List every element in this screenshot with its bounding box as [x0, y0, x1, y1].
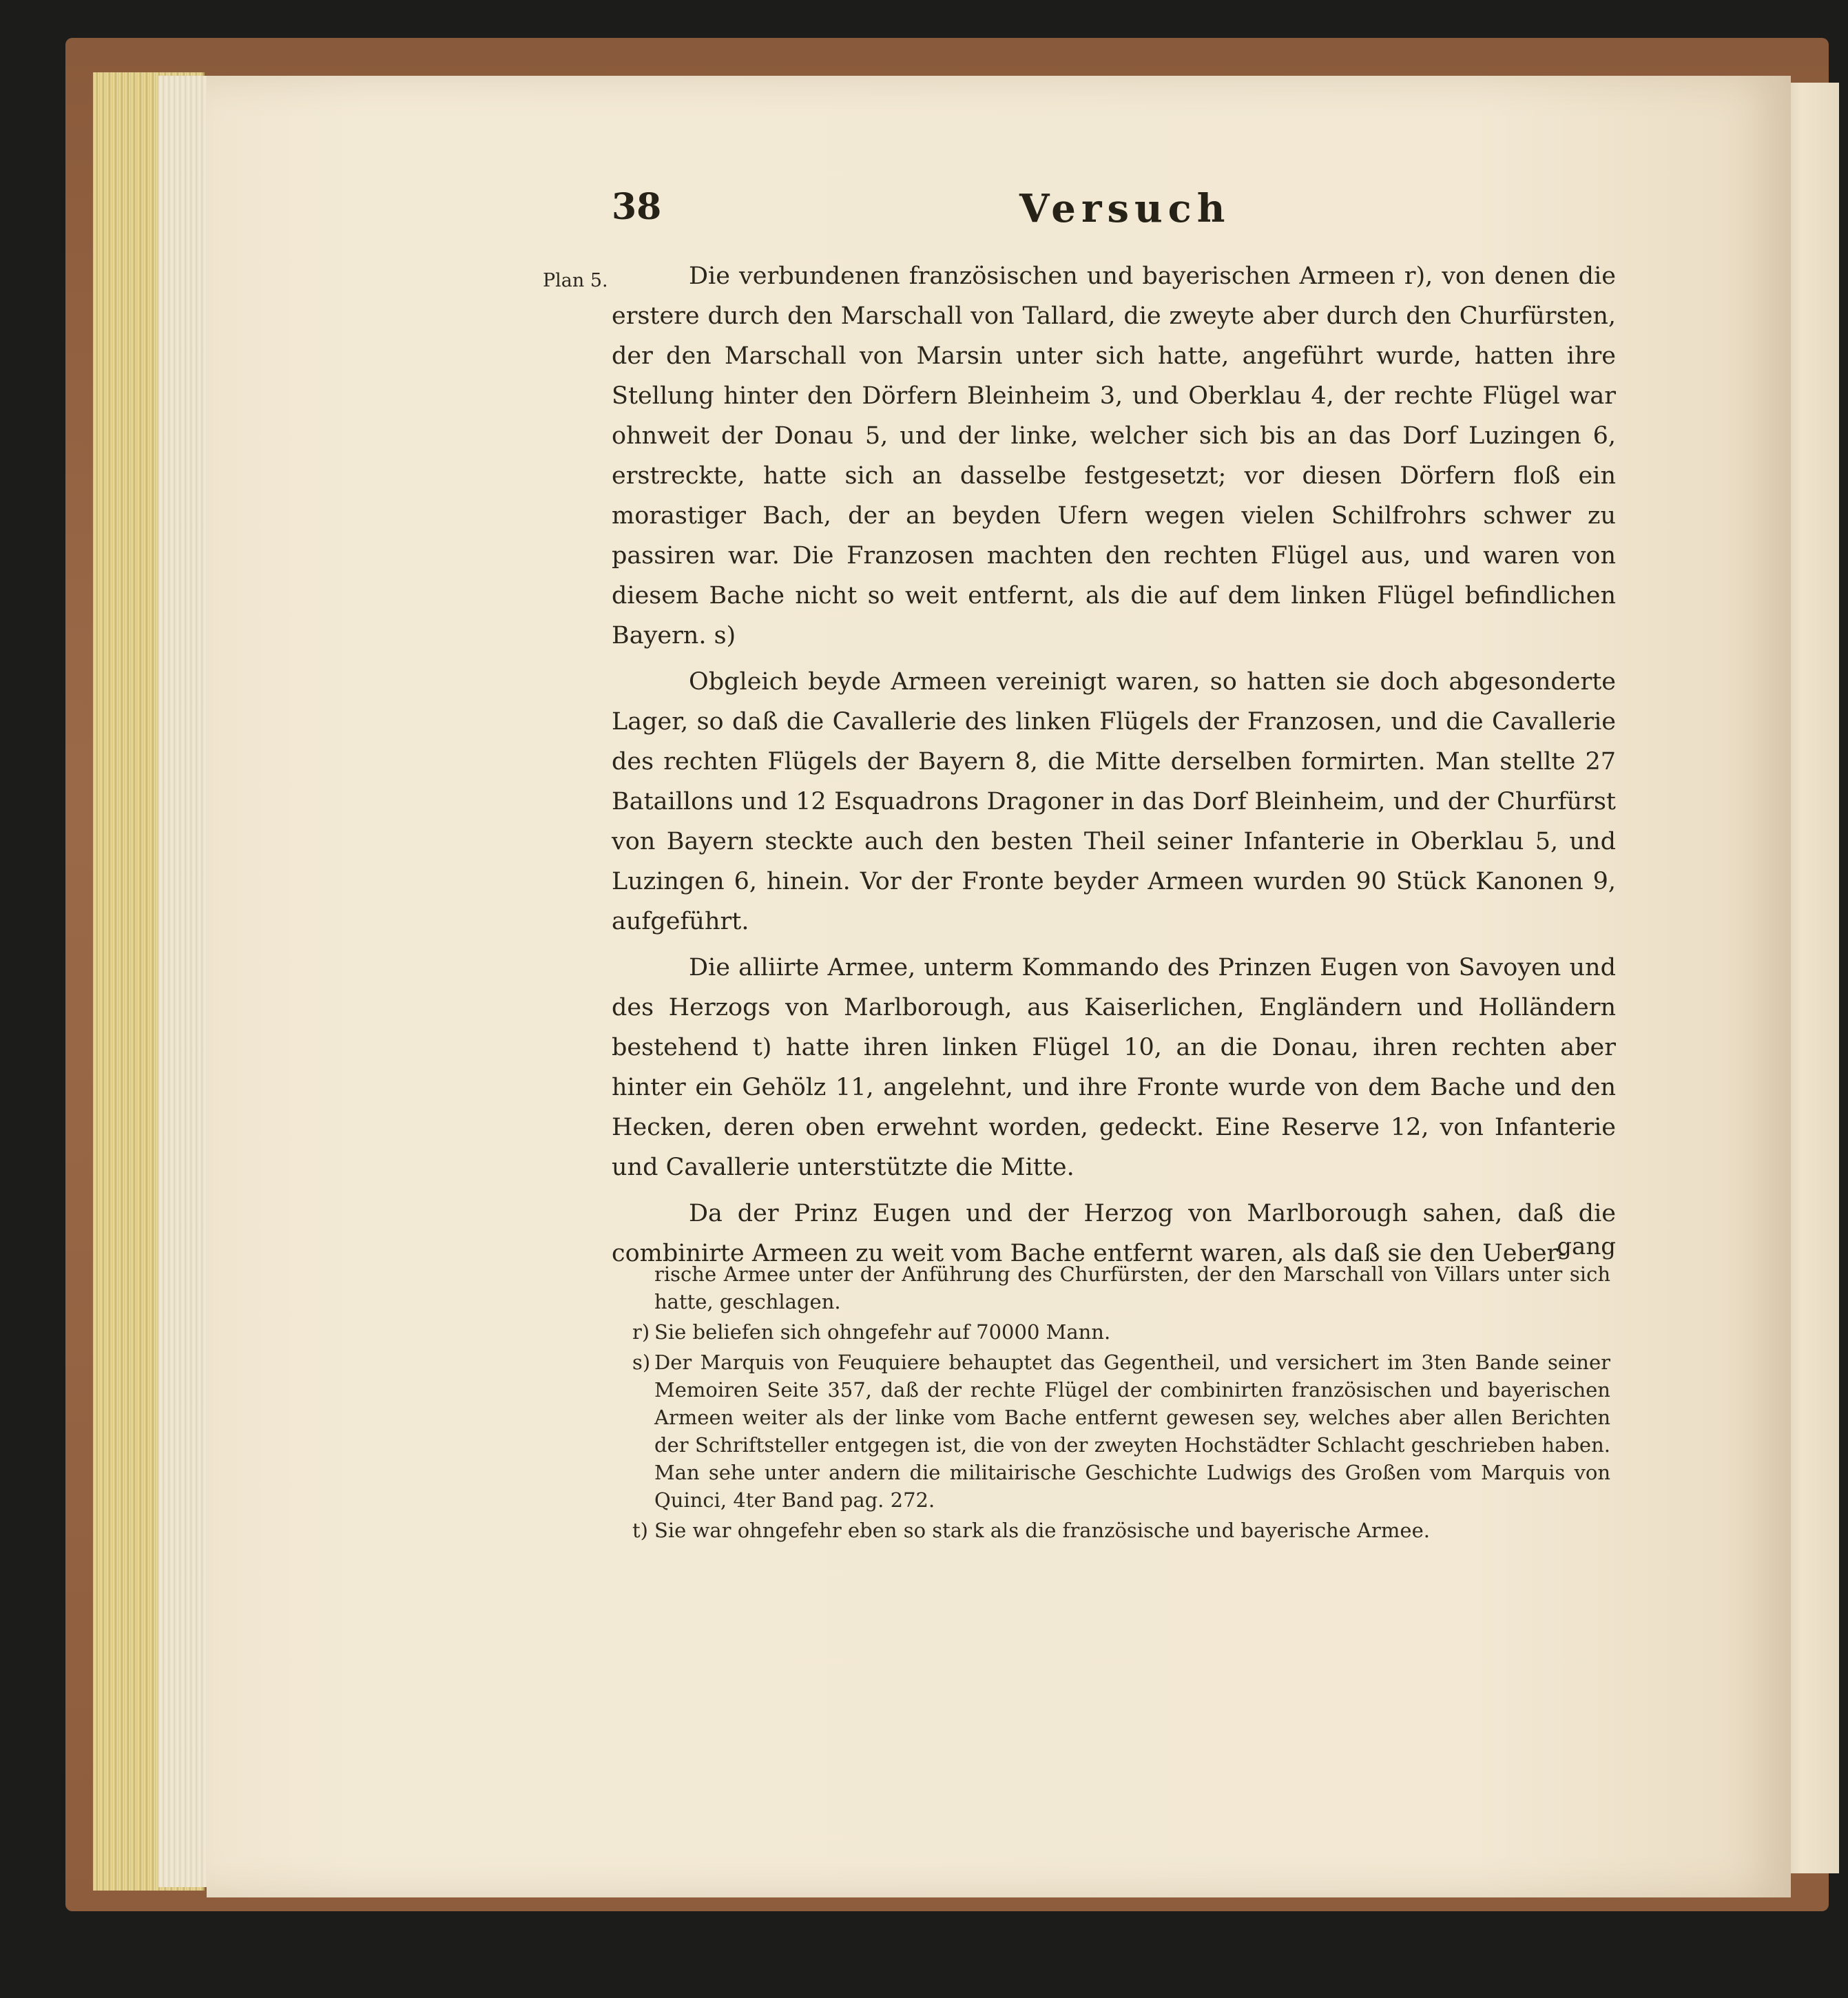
footnote-text: rische Armee unter der Anführung des Churfürsten, der den Marschall von Villars unter sich hatte, geschlagen. — [654, 1262, 1610, 1313]
footnote-mark: t) — [632, 1519, 648, 1542]
footnote-text: Der Marquis von Feuquiere behauptet das Gegentheil, und versichert im 3ten Bande seiner Memoiren Seite 357, daß der rechte Flügel der combinirten französischen und bayerischen Armeen weiter als der linke vom Bache entfernt gewesen sey, welches aber allen Berichten der Schriftsteller entgegen ist, die von der zweyten Hochstädter Schlacht geschrieben haben. Man sehe unter andern die militairische Geschichte Ludwigs des Großen vom Marquis von Quinci, 4ter Band pag. 272. — [654, 1351, 1610, 1512]
page-edges — [158, 76, 210, 1887]
margin-note: Plan 5. — [543, 270, 608, 291]
paragraph: Da der Prinz Eugen und der Herzog von Marlborough sahen, daß die combinirte Armeen zu weit vom Bache entfernt waren, als daß sie den Ueber- — [612, 1200, 1616, 1267]
page-number: 38 — [612, 186, 662, 228]
paragraph: Die verbundenen französischen und bayerischen Armeen r), von denen die erstere durch den Marschall von Tallard, die zweyte aber durch den Churfürsten, der den Marschall von Marsin unter sich hatte, angeführt wurde, hatten ihre Stellung hinter den Dörfern Bleinheim 3, und Oberklau 4, der rechte Flügel war ohnweit der Donau 5, und der linke, welcher sich bis an das Dorf Luzingen 6, erstreckte, hatte sich an dasselbe festgesetzt; vor diesen Dörfern floß ein morastiger Bach, der an beyden Ufern wegen vielen Schilfrohrs schwer zu passiren war. Die Franzosen machten den rechten Flügel aus, und waren von diesem Bache nicht so weit entfernt, als die auf dem linken Flügel befindlichen Bayern. s) — [612, 262, 1616, 649]
footnote-mark: r) — [632, 1320, 650, 1344]
footnotes — [632, 1260, 1610, 1547]
footnote — [632, 1517, 1610, 1544]
running-head: Versuch — [1019, 186, 1231, 231]
paragraph: Obgleich beyde Armeen vereinigt waren, so hatten sie doch abgesonderte Lager, so daß die Cavallerie des linken Flügels der Franzosen, und die Cavallerie des rechten Flügels der Bayern 8, die Mitte derselben formirten. Man stellte 27 Bataillons und 12 Esquadrons Dragoner in das Dorf Bleinheim, und der Churfürst von Bayern steckte auch den besten Theil seiner Infanterie in Oberklau 5, und Luzingen 6, hinein. Vor der Fronte beyder Armeen wurden 90 Stück Kanonen 9, aufgeführt. — [612, 668, 1616, 935]
footnote — [632, 1349, 1610, 1514]
footnote — [632, 1318, 1610, 1346]
footnote — [632, 1260, 1610, 1315]
paragraph: Die alliirte Armee, unterm Kommando des Prinzen Eugen von Savoyen und des Herzogs von Marlborough, aus Kaiserlichen, Engländern und Holländern bestehend t) hatte ihren linken Flügel 10, an die Donau, ihren rechten aber hinter ein Gehölz 11, angelehnt, und ihre Fronte wurde von dem Bache und den Hecken, deren oben erwehnt worden, gedeckt. Eine Reserve 12, von Infanterie und Cavallerie unterstützte die Mitte. — [612, 954, 1616, 1181]
footnote-mark: s) — [632, 1351, 651, 1374]
footnote-text: Sie beliefen sich ohngefehr auf 70000 Mann. — [654, 1320, 1111, 1344]
page-header — [612, 186, 1603, 234]
main-text — [612, 256, 1616, 1280]
catchword: gang — [1557, 1233, 1616, 1260]
footnote-text: Sie war ohngefehr eben so stark als die französische und bayerische Armee. — [654, 1519, 1430, 1542]
